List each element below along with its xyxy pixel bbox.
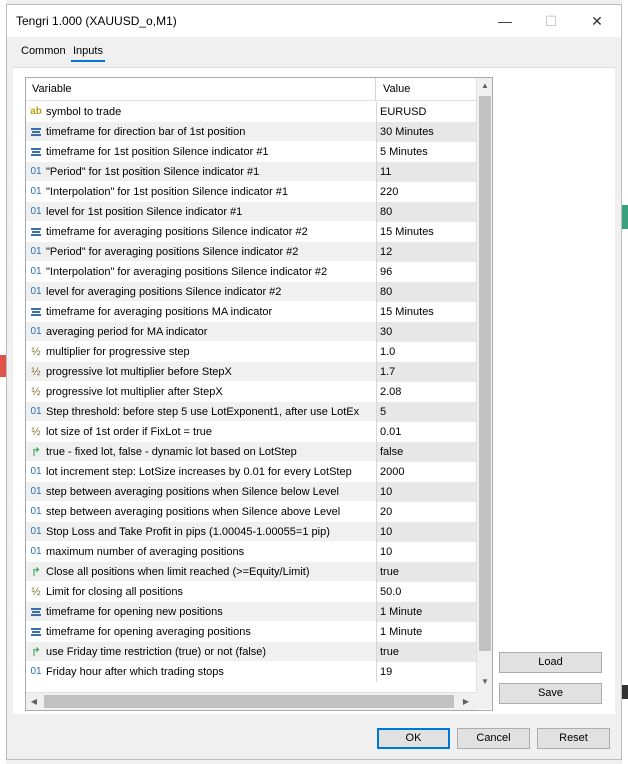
table-row[interactable] [26,542,476,562]
reset-button[interactable]: Reset [537,728,610,749]
variable-name: Close all positions when limit reached (>=Equity/Limit) [46,566,310,578]
table-row[interactable] [26,342,476,362]
variable-name: "Period" for averaging positions Silence indicator #2 [46,246,299,258]
variable-name: maximum number of averaging positions [46,546,245,558]
table-row[interactable] [26,482,476,502]
bool-type-icon: ↱ [30,565,42,579]
variable-value[interactable]: 15 Minutes [376,222,476,242]
table-row[interactable] [26,402,476,422]
variable-name: multiplier for progressive step [46,346,190,358]
variable-value[interactable]: 80 [376,202,476,222]
vertical-scrollbar[interactable] [476,78,493,692]
enum-bars-icon [31,608,41,616]
enum-type-icon [29,602,43,622]
integer-type-icon: 01 [30,506,42,517]
integer-type-icon: 01 [30,326,42,337]
grid-header [26,78,476,101]
scroll-down-icon[interactable]: ▼ [481,677,489,686]
variable-value[interactable]: false [376,442,476,462]
variable-value[interactable]: 5 [376,402,476,422]
variable-value[interactable]: 50.0 [376,582,476,602]
table-row[interactable] [26,622,476,642]
window-title: Tengri 1.000 (XAUUSD_o,M1) [16,14,177,28]
table-row[interactable] [26,582,476,602]
table-row[interactable] [26,262,476,282]
horizontal-scroll-thumb[interactable] [44,695,454,708]
table-row[interactable] [26,162,476,182]
variable-value[interactable]: 2000 [376,462,476,482]
background-chart-right [622,0,628,764]
variable-value[interactable]: 0.01 [376,422,476,442]
variable-value[interactable]: 1 Minute [376,602,476,622]
variable-value[interactable]: true [376,642,476,662]
variable-value[interactable]: 1 Minute [376,622,476,642]
enum-type-icon [29,622,43,642]
integer-type-icon: 01 [30,206,42,217]
enum-bars-icon [31,128,41,136]
variable-name: timeframe for opening new positions [46,606,223,618]
variable-value[interactable]: 96 [376,262,476,282]
variable-name: level for 1st position Silence indicator #1 [46,206,243,218]
cancel-button[interactable]: Cancel [457,728,530,749]
save-button[interactable]: Save [499,683,602,704]
variable-name: true - fixed lot, false - dynamic lot based on LotStep [46,446,297,458]
enum-bars-icon [31,308,41,316]
scroll-right-icon[interactable]: ▶ [462,697,470,706]
maximize-button: ☐ [544,12,558,29]
integer-type-icon: 01 [30,546,42,557]
enum-bars-icon [31,148,41,156]
variable-value[interactable]: 12 [376,242,476,262]
column-header-variable[interactable]: Variable [26,78,376,100]
double-type-icon: ½ [31,426,41,438]
variable-value[interactable]: 30 [376,322,476,342]
integer-type-icon: 01 [30,466,42,477]
variable-name: lot size of 1st order if FixLot = true [46,426,212,438]
variable-name: progressive lot multiplier before StepX [46,366,232,378]
table-row[interactable] [26,202,476,222]
variable-value[interactable]: 19 [376,662,476,682]
grid-rows [26,102,476,682]
enum-type-icon [29,222,43,242]
variable-name: use Friday time restriction (true) or not (false) [46,646,267,658]
variable-value[interactable]: EURUSD [376,102,476,122]
horizontal-scrollbar[interactable] [26,692,476,710]
enum-type-icon [29,142,43,162]
dialog-footer [7,714,621,759]
variable-name: "Period" for 1st position Silence indicator #1 [46,166,260,178]
table-row[interactable] [26,122,476,142]
vertical-scroll-thumb[interactable] [479,96,491,651]
variable-name: timeframe for opening averaging positions [46,626,251,638]
variable-name: timeframe for direction bar of 1st position [46,126,246,138]
table-row[interactable] [26,302,476,322]
variable-name: Stop Loss and Take Profit in pips (1.00045-1.00055=1 pip) [46,526,330,538]
table-row[interactable] [26,322,476,342]
table-row[interactable] [26,222,476,242]
variable-name: Step threshold: before step 5 use LotExponent1, after use LotEx [46,406,360,418]
enum-type-icon [29,122,43,142]
variable-value[interactable]: 11 [376,162,476,182]
integer-type-icon: 01 [30,186,42,197]
scroll-up-icon[interactable]: ▲ [481,81,489,90]
variable-name: Friday hour after which trading stops [46,666,224,678]
variable-name: Limit for closing all positions [46,586,183,598]
double-type-icon: ½ [31,366,41,378]
variable-name: "Interpolation" for averaging positions Silence indicator #2 [46,266,328,278]
integer-type-icon: 01 [30,526,42,537]
table-row[interactable] [26,562,476,582]
variable-value[interactable]: 2.08 [376,382,476,402]
table-row[interactable] [26,662,476,682]
tab-common[interactable]: Common [21,45,66,57]
table-row[interactable] [26,422,476,442]
scroll-corner [476,692,492,709]
column-header-value[interactable]: Value [383,83,411,95]
table-row[interactable] [26,142,476,162]
string-type-icon: ab [30,106,42,117]
tab-inputs[interactable]: Inputs [73,45,103,57]
integer-type-icon: 01 [30,266,42,277]
background-chart-marker [622,205,628,229]
double-type-icon: ½ [31,386,41,398]
minimize-button[interactable]: — [498,13,512,29]
integer-type-icon: 01 [30,486,42,497]
close-button[interactable]: ✕ [591,12,603,29]
variable-name: timeframe for 1st position Silence indicator #1 [46,146,269,158]
table-row[interactable] [26,602,476,622]
integer-type-icon: 01 [30,286,42,297]
variable-name: level for averaging positions Silence indicator #2 [46,286,282,298]
inputs-grid [25,77,493,711]
table-row[interactable] [26,462,476,482]
table-row[interactable] [26,382,476,402]
table-row[interactable] [26,362,476,382]
variable-value[interactable]: 15 Minutes [376,302,476,322]
scroll-left-icon[interactable]: ◀ [30,697,38,706]
enum-bars-icon [31,628,41,636]
double-type-icon: ½ [31,586,41,598]
enum-type-icon [29,302,43,322]
table-row[interactable] [26,502,476,522]
bool-type-icon: ↱ [30,445,42,459]
variable-name: progressive lot multiplier after StepX [46,386,223,398]
table-row[interactable] [26,522,476,542]
integer-type-icon: 01 [30,246,42,257]
table-row[interactable] [26,182,476,202]
variable-name: symbol to trade [46,106,122,118]
table-row[interactable] [26,242,476,262]
integer-type-icon: 01 [30,166,42,177]
variable-value[interactable]: 10 [376,522,476,542]
variable-name: lot increment step: LotSize increases by 0.01 for every LotStep [46,466,352,478]
properties-dialog [6,4,622,760]
variable-value[interactable]: 10 [376,542,476,562]
variable-value[interactable]: 20 [376,502,476,522]
variable-name: step between averaging positions when Silence below Level [46,486,339,498]
variable-value[interactable]: 10 [376,482,476,502]
load-button[interactable]: Load [499,652,602,673]
integer-type-icon: 01 [30,406,42,417]
ok-button[interactable]: OK [377,728,450,749]
double-type-icon: ½ [31,346,41,358]
table-row[interactable] [26,642,476,662]
variable-value[interactable]: 1.0 [376,342,476,362]
title-bar[interactable] [7,5,621,37]
variable-value[interactable]: 80 [376,282,476,302]
table-row[interactable] [26,282,476,302]
variable-value[interactable]: 30 Minutes [376,122,476,142]
bool-type-icon: ↱ [30,645,42,659]
variable-name: timeframe for averaging positions MA indicator [46,306,273,318]
table-row[interactable] [26,102,476,122]
background-chart-marker [622,685,628,699]
variable-name: timeframe for averaging positions Silence indicator #2 [46,226,308,238]
variable-name: step between averaging positions when Silence above Level [46,506,341,518]
variable-value[interactable]: true [376,562,476,582]
variable-name: "Interpolation" for 1st position Silence indicator #1 [46,186,289,198]
variable-value[interactable]: 1.7 [376,362,476,382]
variable-name: averaging period for MA indicator [46,326,208,338]
enum-bars-icon [31,228,41,236]
table-row[interactable] [26,442,476,462]
integer-type-icon: 01 [30,666,42,677]
variable-value[interactable]: 5 Minutes [376,142,476,162]
variable-value[interactable]: 220 [376,182,476,202]
